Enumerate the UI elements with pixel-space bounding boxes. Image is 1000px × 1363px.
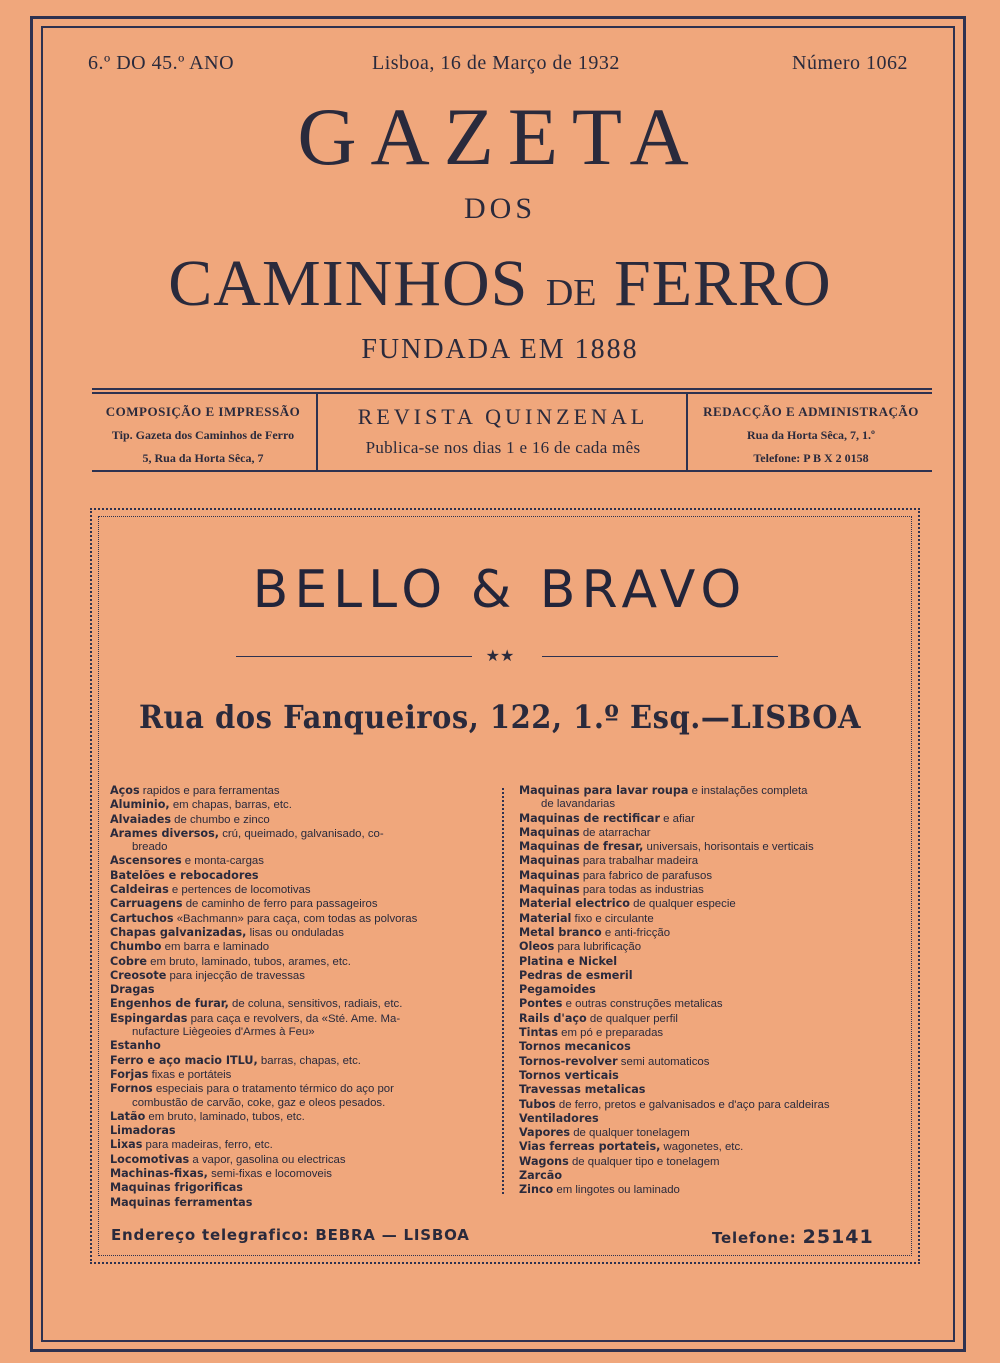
product-description: para fabrico de parafusos: [579, 869, 713, 882]
product-list-item: [110, 1196, 492, 1210]
product-name: Lixas: [110, 1138, 143, 1152]
product-name: Aços: [110, 784, 140, 797]
product-name: Engenhos de furar,: [110, 997, 229, 1011]
product-description: universais, horisontais e verticais: [643, 841, 814, 854]
product-list-item: [110, 1068, 492, 1082]
product-list-item: [519, 1040, 904, 1054]
product-description: a vapor, gasolina ou electricas: [189, 1153, 346, 1166]
product-description: de qualquer especie: [629, 898, 736, 911]
product-list-item: [519, 1012, 904, 1026]
product-list-item: [519, 798, 904, 811]
product-list-item: [110, 1138, 492, 1152]
product-name: Latão: [110, 1109, 146, 1123]
product-list-item: [110, 1097, 492, 1110]
masthead-title-dos: DOS: [463, 192, 536, 225]
issue-date: Lisboa, 16 de Março de 1932: [372, 52, 620, 74]
product-list-item: [519, 1026, 904, 1040]
product-list-item: [519, 926, 904, 940]
product-list-item: [519, 1126, 904, 1140]
product-description: e instalações completa: [688, 785, 808, 797]
product-name: Maquinas: [519, 883, 580, 897]
product-description: de qualquer tonelagem: [570, 1127, 690, 1140]
product-list-item: [519, 883, 904, 897]
product-list-item: [519, 1055, 904, 1069]
product-list-item: [110, 1082, 492, 1096]
product-name: Travessas metalicas: [519, 1083, 646, 1097]
product-name: Material electrico: [519, 897, 630, 911]
product-list-item: [519, 969, 904, 983]
title-part-de: DE: [545, 272, 597, 314]
telegraph-address: Endereço telegrafico: BEBRA — LISBOA: [111, 1226, 470, 1244]
product-description: de chumbo e zinco: [170, 813, 270, 826]
product-name: Chumbo: [110, 940, 162, 954]
info-rule-bottom: [92, 470, 932, 472]
product-name: Forjas: [110, 1067, 149, 1081]
product-name: Maquinas frigorificas: [110, 1181, 243, 1195]
product-description: de qualquer tipo e tonelagem: [568, 1155, 720, 1168]
product-name: Platina e Nickel: [519, 954, 618, 968]
product-description: para injecção de travessas: [166, 969, 305, 982]
product-description: lisas ou onduladas: [246, 926, 344, 939]
product-list-item: [519, 955, 904, 969]
product-name: Arames diversos,: [110, 826, 220, 840]
product-description: em pó e preparadas: [558, 1027, 664, 1040]
info-divider-right: [686, 394, 688, 470]
product-name: Estanho: [110, 1039, 161, 1053]
ornament-rule-right: [542, 656, 778, 657]
masthead-title-gazeta: GAZETA: [297, 91, 703, 182]
issue-number: Número 1062: [792, 52, 909, 74]
product-name: Pedras de esmeril: [519, 968, 633, 982]
product-description: wagonetes, etc.: [660, 1141, 744, 1154]
issue-edition: 6.º DO 45.º ANO: [88, 52, 235, 74]
product-name: Batelões e rebocadores: [110, 868, 259, 882]
product-name: Tornos verticais: [519, 1068, 619, 1082]
product-list-left: [110, 784, 492, 1210]
company-phone: [712, 1226, 874, 1248]
product-list-item: [519, 912, 904, 926]
product-name: Pegamoides: [519, 983, 596, 997]
info-divider-left: [316, 394, 318, 470]
info-rule-top-2: [92, 392, 932, 394]
product-name: Aluminio,: [110, 798, 170, 812]
product-description: de lavandarias: [541, 798, 616, 811]
product-name: Maquinas ferramentas: [110, 1195, 253, 1209]
product-name: Maquinas: [519, 854, 580, 868]
product-name: Maquinas: [519, 825, 580, 839]
product-description: nufacture Liègeoies d'Armes à Feu»: [132, 1026, 315, 1039]
info-administration-line2: Telefone: P B X 2 0158: [753, 451, 869, 465]
product-description: e pertences de locomotivas: [168, 884, 311, 897]
product-name: Material: [519, 911, 572, 925]
product-name: Espingardas: [110, 1011, 188, 1025]
product-list-item: [110, 897, 492, 911]
product-list-item: [110, 926, 492, 940]
info-administration-title: REDACÇÃO E ADMINISTRAÇÃO: [703, 404, 919, 419]
product-description: e anti-fricção: [601, 926, 671, 939]
info-printing-line2: 5, Rua da Horta Sêca, 7: [142, 451, 264, 465]
product-list-item: [519, 983, 904, 997]
product-description: «Bachmann» para caça, com todas as polvoras: [173, 912, 418, 925]
product-list-item: [519, 1183, 904, 1197]
product-name: Tornos-revolver: [519, 1054, 618, 1068]
product-description: fixas e portáteis: [148, 1068, 232, 1081]
product-name: Wagons: [519, 1154, 569, 1168]
product-name: Creosote: [110, 968, 167, 982]
product-list-divider: [502, 788, 504, 1194]
product-description: em bruto, laminado, tubos, etc.: [145, 1110, 305, 1123]
product-name: Rails d'aço: [519, 1011, 587, 1025]
info-administration: [690, 404, 932, 466]
product-list-item: [110, 854, 492, 868]
product-list-item: [110, 1167, 492, 1181]
product-description: para todas as industrias: [579, 884, 704, 897]
product-list-item: [519, 940, 904, 954]
title-part-ferro: FERRO: [596, 247, 832, 320]
product-description: especiais para o tratamento térmico do aço por: [152, 1083, 394, 1096]
masthead-title-caminhos-de-ferro: [0, 244, 1000, 333]
product-description: crú, queimado, galvanisado, co-: [219, 827, 384, 840]
info-printing-line1: Tip. Gazeta dos Caminhos de Ferro: [111, 428, 295, 442]
product-description: em bruto, laminado, tubos, arames, etc.: [147, 955, 351, 968]
product-name: Vapores: [519, 1126, 571, 1140]
product-name: Fornos: [110, 1082, 153, 1096]
product-name: Tintas: [519, 1026, 558, 1040]
info-printing-title: COMPOSIÇÃO E IMPRESSÃO: [105, 404, 301, 419]
product-list-item: [110, 969, 492, 983]
product-list-item: [519, 840, 904, 854]
title-part-caminhos: CAMINHOS: [168, 247, 546, 320]
phone-label: Telefone:: [712, 1229, 803, 1247]
product-name: Maquinas de fresar,: [519, 840, 644, 854]
product-name: Oleos: [519, 940, 555, 954]
product-list-item: [110, 841, 492, 854]
info-rule-top: [92, 388, 932, 390]
product-name: Tubos: [519, 1097, 556, 1111]
product-description: e monta-cargas: [181, 855, 264, 868]
product-description: e afiar: [659, 812, 695, 825]
masthead-founded: FUNDADA EM 1888: [361, 334, 639, 365]
product-list-item: [519, 897, 904, 911]
product-name: Alvaiades: [110, 812, 171, 826]
product-description: e outras construções metalicas: [562, 998, 723, 1011]
product-description: para caça e revolvers, da «Sté. Ame. Ma-: [187, 1012, 401, 1025]
product-description: para trabalhar madeira: [579, 855, 699, 868]
company-address: Rua dos Fanqueiros, 122, 1.º Esq.—LISBOA: [138, 698, 862, 736]
product-name: Pontes: [519, 997, 563, 1011]
product-list-item: [110, 1012, 492, 1026]
product-list-item: [110, 983, 492, 997]
product-description: em barra e laminado: [161, 941, 270, 954]
product-list-item: [519, 1169, 904, 1183]
product-list-item: [519, 1098, 904, 1112]
product-description: de coluna, sensitivos, radiais, etc.: [228, 998, 403, 1011]
product-description: em lingotes ou laminado: [553, 1184, 680, 1197]
product-list-item: [110, 883, 492, 897]
product-list-item: [519, 1155, 904, 1169]
product-list-item: [110, 1039, 492, 1053]
product-name: Chapas galvanizadas,: [110, 925, 247, 939]
product-list-item: [519, 1069, 904, 1083]
product-description: de atarrachar: [579, 826, 651, 839]
product-list-item: [110, 912, 492, 926]
product-name: Zinco: [519, 1183, 554, 1197]
product-name: Ascensores: [110, 854, 182, 868]
product-list-item: [110, 798, 492, 812]
product-list-item: [110, 940, 492, 954]
product-description: breado: [132, 841, 168, 854]
product-list-item: [110, 1110, 492, 1124]
product-list-item: [519, 826, 904, 840]
product-description: para lubrificação: [554, 941, 642, 954]
product-list-item: [519, 997, 904, 1011]
product-description: semi automaticos: [617, 1055, 710, 1068]
product-name: Maquinas para lavar roupa: [519, 784, 689, 797]
product-list-item: [110, 1124, 492, 1138]
product-description: semi-fixas e locomoveis: [207, 1168, 332, 1181]
product-name: Dragas: [110, 983, 155, 997]
product-name: Cobre: [110, 954, 148, 968]
product-name: Tornos mecanicos: [519, 1040, 631, 1054]
product-list-item: [519, 854, 904, 868]
product-list-item: [110, 955, 492, 969]
info-administration-line1: Rua da Horta Sêca, 7, 1.º: [747, 428, 875, 442]
ornament-stars: ★★: [485, 648, 515, 665]
product-list-item: [110, 784, 492, 798]
info-printing: [92, 404, 314, 466]
product-list-item: [110, 1153, 492, 1167]
product-description: de qualquer perfil: [586, 1012, 678, 1025]
product-list-item: [519, 1112, 904, 1126]
product-name: Metal branco: [519, 925, 602, 939]
info-periodicity-line: Publica-se nos dias 1 e 16 de cada mês: [365, 438, 641, 457]
product-name: Ventiladores: [519, 1111, 599, 1125]
product-name: Zarcão: [519, 1169, 563, 1183]
product-description: em chapas, barras, etc.: [169, 799, 292, 812]
product-description: rapidos e para ferramentas: [139, 785, 280, 797]
product-description: de caminho de ferro para passageiros: [182, 898, 378, 911]
product-list-item: [519, 869, 904, 883]
product-list-item: [110, 869, 492, 883]
product-name: Caldeiras: [110, 883, 169, 897]
product-description: de ferro, pretos e galvanisados e d'aço para caldeiras: [555, 1098, 830, 1111]
product-description: combustão de carvão, coke, gaz e oleos pesados.: [132, 1096, 386, 1109]
product-name: Maquinas: [519, 868, 580, 882]
product-list-item: [110, 1181, 492, 1195]
product-name: Ferro e aço macio ITLU,: [110, 1053, 258, 1067]
info-periodicity: [320, 404, 686, 458]
product-description: fixo e circulante: [571, 912, 654, 925]
info-periodicity-title: REVISTA QUINZENAL: [357, 404, 649, 429]
product-list-item: [110, 1054, 492, 1068]
product-list-item: [519, 1083, 904, 1097]
product-name: Vias ferreas portateis,: [519, 1140, 661, 1154]
product-list-item: [519, 812, 904, 826]
product-list-item: [110, 997, 492, 1011]
product-list-right: [519, 784, 904, 1198]
product-name: Machinas-fixas,: [110, 1167, 208, 1181]
product-description: barras, chapas, etc.: [257, 1054, 361, 1067]
product-list-item: [519, 1140, 904, 1154]
product-name: Cartuchos: [110, 911, 174, 925]
product-name: Locomotivas: [110, 1152, 190, 1166]
company-name: BELLO & BRAVO: [252, 560, 748, 620]
product-name: Maquinas de rectificar: [519, 811, 660, 825]
product-list-item: [110, 1026, 492, 1039]
product-list-item: [519, 784, 904, 798]
product-list-item: [110, 813, 492, 827]
phone-number: 25141: [802, 1226, 874, 1248]
product-list-item: [110, 827, 492, 841]
product-name: Limadoras: [110, 1124, 176, 1138]
product-description: para madeiras, ferro, etc.: [142, 1139, 273, 1152]
product-name: Carruagens: [110, 897, 183, 911]
